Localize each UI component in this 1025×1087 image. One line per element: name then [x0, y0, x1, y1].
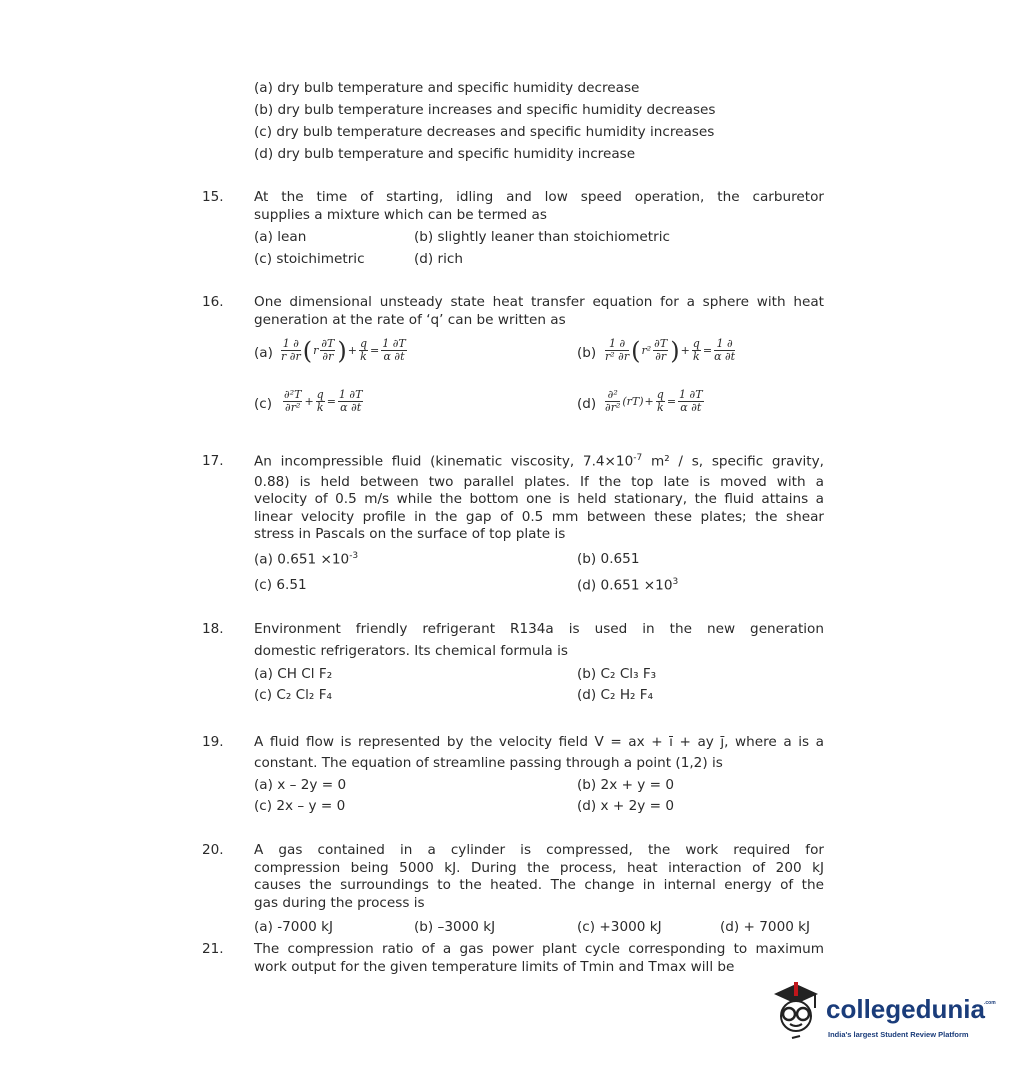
q17-option-b: (b) 0.651 [577, 551, 640, 567]
q16-option-c-label: (c) [254, 396, 273, 412]
q20-option-d: (d) + 7000 kJ [720, 919, 811, 935]
collegedunia-logo-suffix: .com [984, 1000, 996, 1006]
q19-option-a: (a) x – 2y = 0 [254, 777, 347, 793]
q19-line-2: constant. The equation of streamline passing through a point (1,2) is [254, 755, 723, 771]
q15-line-2: supplies a mixture which can be termed as [254, 207, 547, 223]
q16-option-d-label: (d) [577, 396, 597, 412]
q17-line-4: linear velocity profile in the gap of 0.5 mm between these plates; the shear [254, 509, 824, 525]
q17-line-2: 0.88) is held between two parallel plates. If the top late is moved with a [254, 474, 824, 490]
q15-option-d: (d) rich [414, 251, 464, 267]
q19-option-d: (d) x + 2y = 0 [577, 798, 675, 814]
q17-option-a: (a) $0.651 \times 10^{-3}$ [254, 551, 359, 568]
q16-line-1: One dimensional unsteady state heat transfer equation for a sphere with heat [254, 294, 824, 310]
q16-equation-b: $\frac{1 \partial}{\text{r² ∂r}}$ ( r² $\frac{\partial T}{\partial r}$ ) + $\frac{q}{k}$ = $\frac{1 \partial}{\alpha \partial t}$ [605, 336, 736, 365]
q19-option-c: (c) 2x – y = 0 [254, 798, 346, 814]
q19-line-1: A fluid flow is represented by the velocity field V = ax + ī + ay j̄, where a is a [254, 734, 824, 750]
q20-option-a: (a) -7000 kJ [254, 919, 333, 935]
question-number-19: 19. [202, 734, 224, 750]
q18-line-1: Environment friendly refrigerant R134a is used in the new generation [254, 621, 824, 637]
q15-option-b: (b) slightly leaner than stoichiometric [414, 229, 670, 245]
q16-equation-c: $\frac{\text{∂²T}}{\text{∂r²}}$ + $\frac{q}{k}$ = $\frac{1 \partial T}{\alpha \partial t}$ [284, 388, 363, 414]
prev-option-d: (d) dry bulb temperature and specific humidity increase [254, 146, 636, 162]
question-number-16: 16. [202, 294, 224, 310]
collegedunia-mascot-icon [768, 980, 824, 1042]
q21-line-1: The compression ratio of a gas power plant cycle corresponding to maximum [254, 941, 824, 957]
q17-option-c: (c) 6.51 [254, 577, 307, 593]
collegedunia-logo-text: collegedunia [826, 994, 985, 1024]
q18-option-b: (b) C₂ Cl₃ F₃ [577, 666, 657, 682]
q15-option-c: (c) stoichimetric [254, 251, 365, 267]
q18-option-c: (c) C₂ Cl₂ F₄ [254, 687, 332, 703]
q20-line-4: gas during the process is [254, 895, 425, 911]
q18-option-d: (d) C₂ H₂ F₄ [577, 687, 654, 703]
q20-option-b: (b) –3000 kJ [414, 919, 496, 935]
q19-option-b: (b) 2x + y = 0 [577, 777, 675, 793]
collegedunia-tagline: India's largest Student Review Platform [828, 1030, 969, 1039]
q17-line-1: An incompressible fluid (kinematic viscosity, $7.4\times 10^{-7}$ m² / s, specific gravity, [254, 453, 824, 470]
q20-line-2: compression being 5000 kJ. During the process, heat interaction of 200 kJ [254, 860, 824, 876]
q15-line-1: At the time of starting, idling and low speed operation, the carburetor [254, 189, 824, 205]
q16-equation-d: $\frac{\text{∂²}}{\text{∂r²}}$ (rT) + $\frac{q}{k}$ = $\frac{1 \partial T}{\alpha \partial t}$ [605, 388, 703, 414]
q16-option-a-label: (a) [254, 345, 273, 361]
q20-option-c: (c) +3000 kJ [577, 919, 662, 935]
q21-line-2: work output for the given temperature limits of Tmin and Tmax will be [254, 959, 735, 975]
q16-line-2: generation at the rate of ‘q’ can be written as [254, 312, 566, 328]
q18-line-2: domestic refrigerators. Its chemical formula is [254, 643, 568, 659]
q20-line-3: causes the surroundings to the heated. The change in internal energy of the [254, 877, 824, 893]
question-number-18: 18. [202, 621, 224, 637]
prev-option-c: (c) dry bulb temperature decreases and specific humidity increases [254, 124, 715, 140]
q20-line-1: A gas contained in a cylinder is compressed, the work required for [254, 842, 824, 858]
q15-option-a: (a) lean [254, 229, 307, 245]
q18-option-a: (a) CH Cl F₂ [254, 666, 333, 682]
q17-option-d: (d) $0.651 \times 10^3$ [577, 577, 679, 594]
question-number-15: 15. [202, 189, 224, 205]
question-number-17: 17. [202, 453, 224, 469]
q17-line-3: velocity of 0.5 m/s while the bottom one is held stationary, the fluid attains a [254, 491, 824, 507]
question-number-20: 20. [202, 842, 224, 858]
q16-equation-a: $\frac{1 \partial}{r \partial r}$ ( r $\frac{\partial T}{\partial r}$ ) + $\frac{q}{k}$ = $\frac{1 \partial T}{\alpha \partial t}$ [281, 336, 406, 365]
prev-option-b: (b) dry bulb temperature increases and specific humidity decreases [254, 102, 716, 118]
q16-option-b-label: (b) [577, 345, 597, 361]
prev-option-a: (a) dry bulb temperature and specific humidity decrease [254, 80, 640, 96]
q17-line-5: stress in Pascals on the surface of top plate is [254, 526, 566, 542]
question-number-21: 21. [202, 941, 224, 957]
